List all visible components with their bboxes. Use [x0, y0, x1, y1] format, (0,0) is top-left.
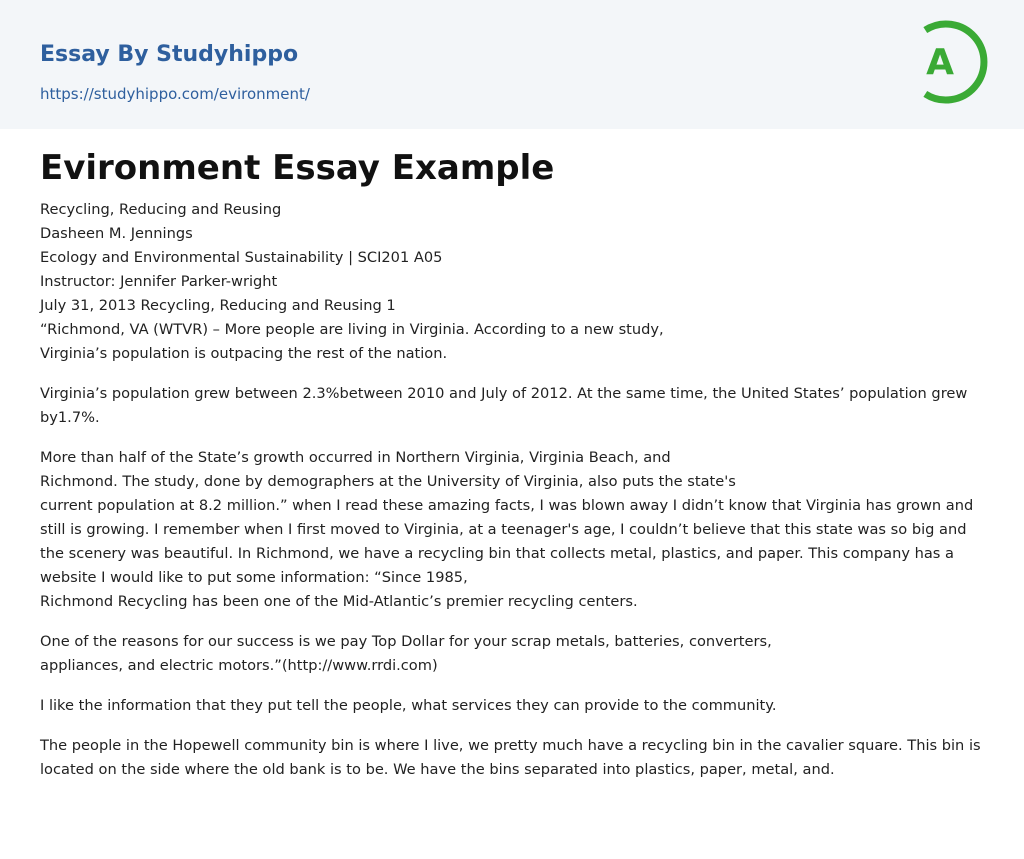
essay-paragraph: Virginia’s population grew between 2.3%between 2010 and July of 2012. At the same time, the United States’ population grew by1.7%. — [40, 385, 968, 426]
essay-paragraph: One of the reasons for our success is we pay Top Dollar for your scrap metals, batteries, converters, appliances, and electric motors.”(http://www.rrdi.com) — [40, 633, 772, 674]
logo-letter: A — [926, 42, 954, 83]
quote-line: Virginia’s population is outpacing the rest of the nation. — [40, 345, 448, 362]
essay-paragraph: More than half of the State’s growth occurred in Northern Virginia, Virginia Beach, and Richmond. The study, done by demographers at the University of Virginia, also puts the state's current population at 8.2 million.” when I read these amazing facts, I was blown away I didn’t know that Virginia has grown and still is growing. I remember when I first moved to Virginia, at a teenager's age, I couldn’t believe that this state was so big and the scenery was beautiful. In Richmond, we have a recycling bin that collects metal, plastics, and paper. This company has a website I would like to put some information: “Since 1985, Richmond Recycling has been one of the Mid-Atlantic’s premier recycling centers. — [40, 449, 974, 610]
site-name[interactable]: Essay By Studyhippo — [40, 42, 299, 67]
instructor-name: Instructor: Jennifer Parker-wright — [40, 273, 278, 290]
author-name: Dasheen M. Jennings — [40, 225, 193, 242]
course-name: Ecology and Environmental Sustainability | SCI201 A05 — [40, 249, 443, 266]
logo-icon[interactable] — [912, 18, 988, 106]
essay-heading-lines — [40, 198, 985, 366]
essay-date-line: July 31, 2013 Recycling, Reducing and Reusing 1 — [40, 297, 396, 314]
article — [40, 146, 985, 782]
page-url-link[interactable]: https://studyhippo.com/evironment/ — [40, 85, 310, 103]
site-header — [0, 0, 1024, 129]
essay-paragraph: The people in the Hopewell community bin is where I live, we pretty much have a recycling bin in the cavalier square. This bin is located on the side where the old bank is to be. We have the bins separated into plastics, paper, metal, and. — [40, 737, 981, 778]
page-title: Evironment Essay Example — [40, 148, 555, 188]
essay-subtitle: Recycling, Reducing and Reusing — [40, 201, 282, 218]
essay-paragraph: I like the information that they put tell the people, what services they can provide to the community. — [40, 697, 777, 714]
quote-line: “Richmond, VA (WTVR) – More people are living in Virginia. According to a new study, — [40, 321, 664, 338]
